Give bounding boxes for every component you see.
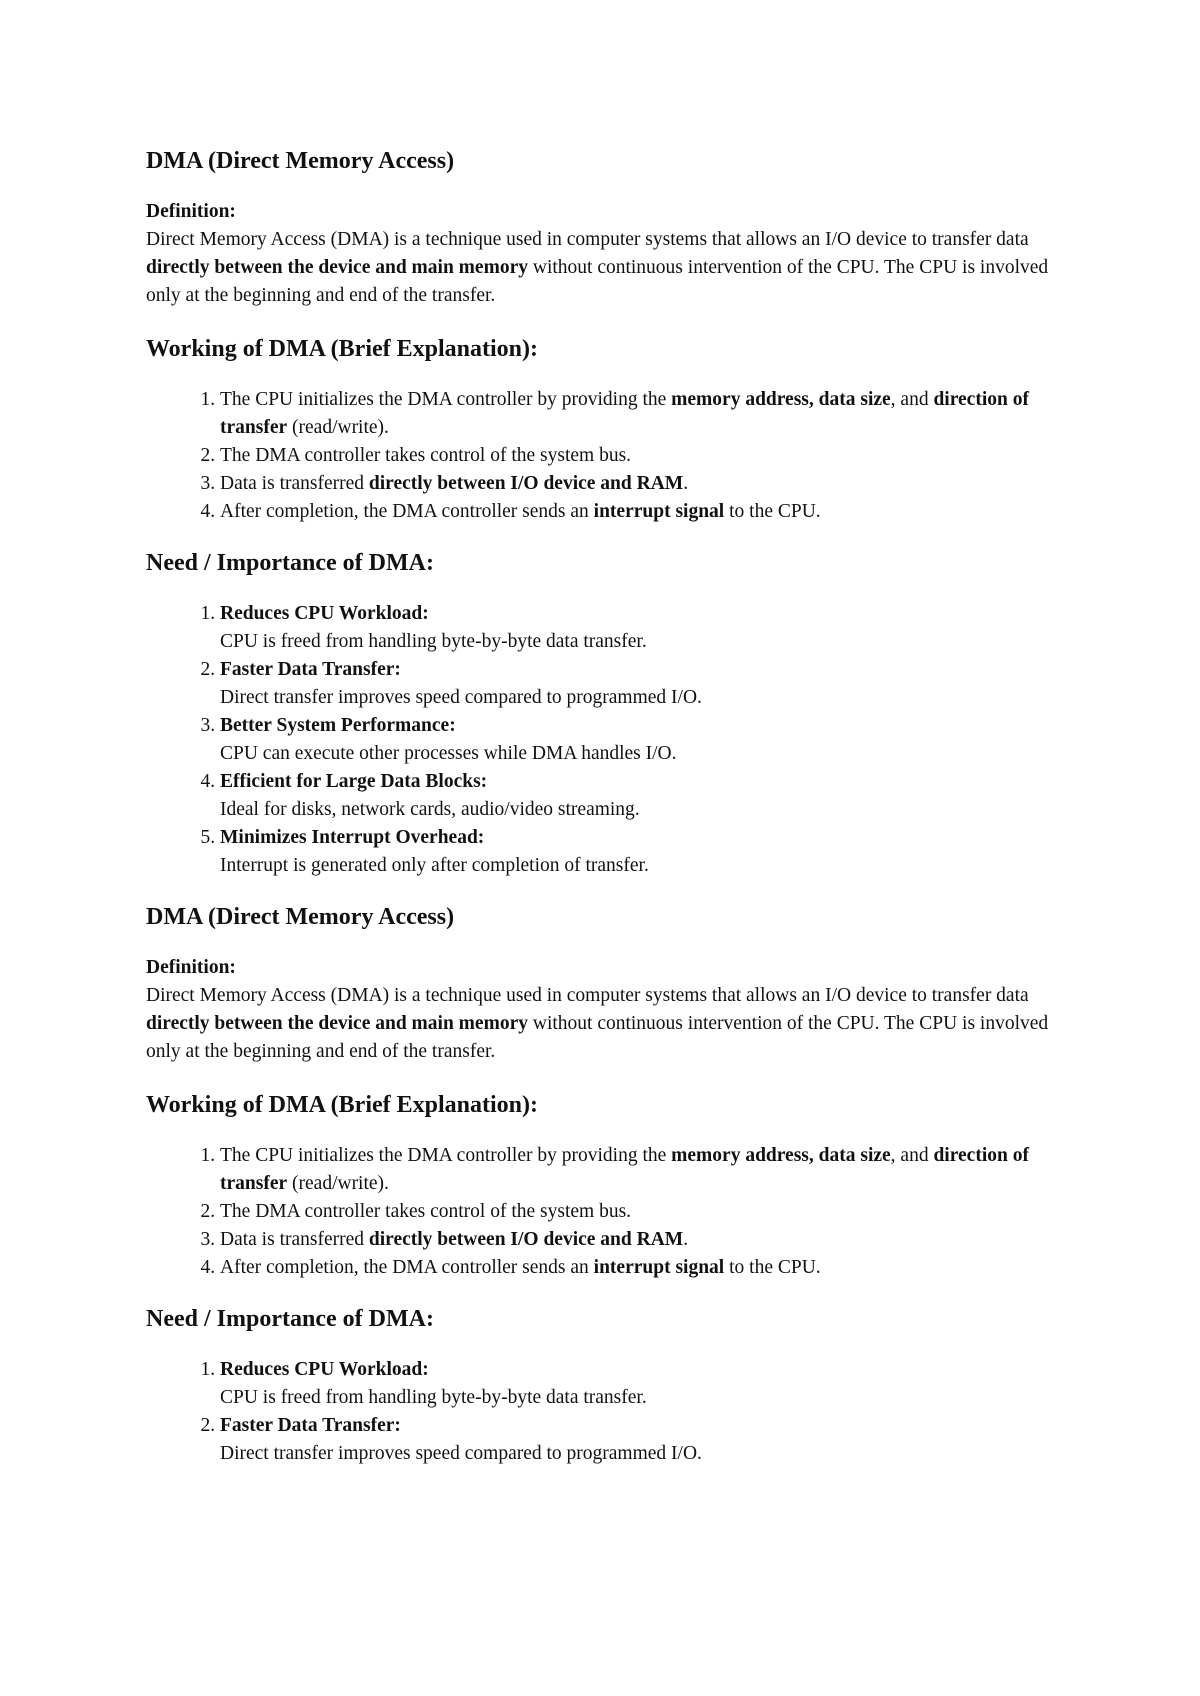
- working-heading: Working of DMA (Brief Explanation):: [146, 1092, 539, 1118]
- need-heading: Need / Importance of DMA:: [146, 1306, 434, 1332]
- working-list: [146, 1142, 1066, 1282]
- need-item-title: 4. Efficient for Large Data Blocks:: [220, 771, 488, 792]
- item-text: Data is transferred: [220, 1229, 369, 1250]
- need-item-desc: Direct transfer improves speed compared to programmed I/O.: [220, 1443, 702, 1464]
- list-item: [220, 824, 1066, 880]
- definition-text-bold: directly between the device and main memory: [146, 1013, 528, 1034]
- need-item-title: 3. Better System Performance:: [220, 715, 456, 736]
- list-item: [220, 1226, 1066, 1254]
- need-item-title: 1. Reduces CPU Workload:: [220, 1359, 429, 1380]
- section-2: [146, 902, 1066, 1468]
- list-item: [220, 1356, 1066, 1412]
- definition-text: [146, 226, 1066, 310]
- item-text: The CPU initializes the DMA controller by providing the: [220, 1145, 672, 1166]
- item-bold: interrupt signal: [593, 501, 725, 522]
- definition-label: Definition:: [146, 201, 236, 222]
- item-text: After completion, the DMA controller sends an: [220, 1257, 594, 1278]
- item-text: (read/write).: [287, 1173, 389, 1194]
- need-item-desc: CPU can execute other processes while DMA handles I/O.: [220, 743, 677, 764]
- need-item-title: 2. Faster Data Transfer:: [220, 659, 401, 680]
- working-heading: Working of DMA (Brief Explanation):: [146, 336, 539, 362]
- list-item: [220, 768, 1066, 824]
- item-text: The DMA controller takes control of the system bus.: [220, 445, 632, 466]
- need-list: [146, 1356, 1066, 1468]
- list-item: [220, 712, 1066, 768]
- item-text: .: [683, 1229, 689, 1250]
- need-item-desc: Ideal for disks, network cards, audio/video streaming.: [220, 799, 640, 820]
- section-title: DMA (Direct Memory Access): [146, 904, 455, 930]
- item-text: The CPU initializes the DMA controller by providing the: [220, 389, 672, 410]
- item-text: The DMA controller takes control of the system bus.: [220, 1201, 632, 1222]
- definition-label: Definition:: [146, 957, 236, 978]
- need-item-title: 1. Reduces CPU Workload:: [220, 603, 429, 624]
- list-item: [220, 470, 1066, 498]
- list-item: [220, 1254, 1066, 1282]
- item-bold: directly between I/O device and RAM: [368, 1229, 684, 1250]
- list-item: [220, 1142, 1066, 1198]
- need-list: [146, 600, 1066, 880]
- item-text: , and: [890, 1145, 934, 1166]
- item-bold: directly between I/O device and RAM: [368, 473, 684, 494]
- list-item: [220, 442, 1066, 470]
- definition-text-bold: directly between the device and main memory: [146, 257, 528, 278]
- need-item-title: 5. Minimizes Interrupt Overhead:: [220, 827, 485, 848]
- item-text: Data is transferred: [220, 473, 369, 494]
- definition-text-part: Direct Memory Access (DMA) is a technique used in computer systems that allows an I/O device to transfer data: [146, 229, 1029, 250]
- need-heading: Need / Importance of DMA:: [146, 550, 434, 576]
- item-text: , and: [890, 389, 934, 410]
- item-bold: direction of transfer: [220, 389, 1029, 438]
- list-item: [220, 1198, 1066, 1226]
- definition-text-part: Direct Memory Access (DMA) is a technique used in computer systems that allows an I/O device to transfer data: [146, 985, 1029, 1006]
- need-item-desc: CPU is freed from handling byte-by-byte data transfer.: [220, 631, 647, 652]
- need-item-desc: Interrupt is generated only after completion of transfer.: [220, 855, 649, 876]
- item-text: (read/write).: [287, 417, 389, 438]
- item-text: .: [683, 473, 689, 494]
- item-text: to the CPU.: [724, 501, 821, 522]
- item-bold: direction of transfer: [220, 1145, 1029, 1194]
- list-item: [220, 386, 1066, 442]
- definition-text-part: without continuous intervention of the CPU. The CPU is involved only at the beginning and end of the transfer.: [146, 1013, 1049, 1062]
- need-item-desc: CPU is freed from handling byte-by-byte data transfer.: [220, 1387, 647, 1408]
- section-title: DMA (Direct Memory Access): [146, 148, 455, 174]
- section-1: [146, 146, 1066, 880]
- list-item: [220, 600, 1066, 656]
- item-bold: memory address, data size: [671, 389, 891, 410]
- working-list: [146, 386, 1066, 526]
- list-item: [220, 498, 1066, 526]
- item-text: After completion, the DMA controller sends an: [220, 501, 594, 522]
- list-item: [220, 656, 1066, 712]
- document-page: [146, 146, 1066, 1490]
- need-item-title: 2. Faster Data Transfer:: [220, 1415, 401, 1436]
- definition-text-part: without continuous intervention of the CPU. The CPU is involved only at the beginning and end of the transfer.: [146, 257, 1049, 306]
- item-text: to the CPU.: [724, 1257, 821, 1278]
- list-item: [220, 1412, 1066, 1468]
- need-item-desc: Direct transfer improves speed compared to programmed I/O.: [220, 687, 702, 708]
- item-bold: interrupt signal: [593, 1257, 725, 1278]
- definition-text: [146, 982, 1066, 1066]
- item-bold: memory address, data size: [671, 1145, 891, 1166]
